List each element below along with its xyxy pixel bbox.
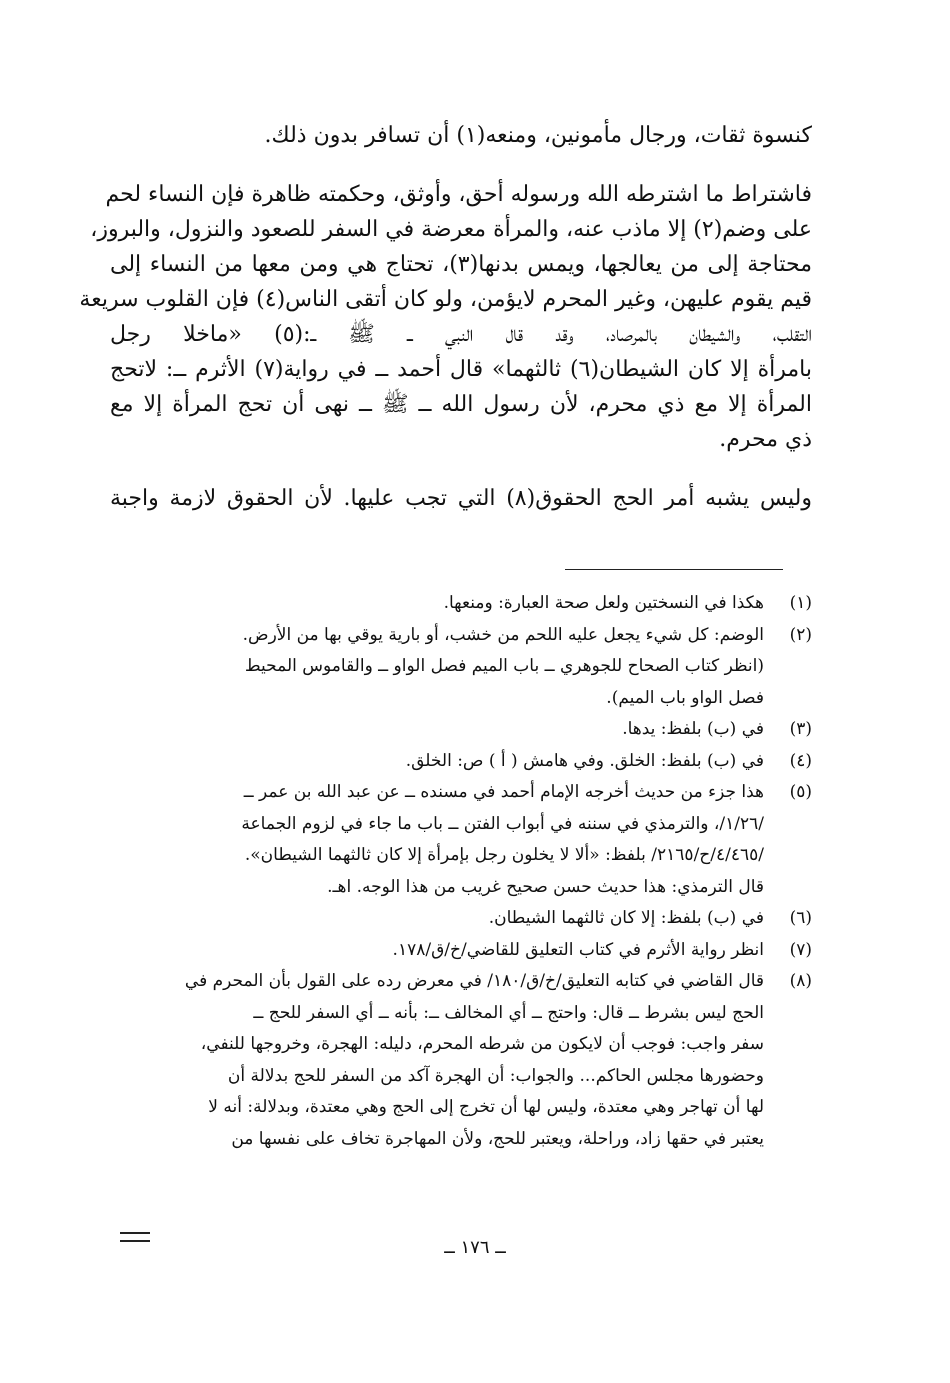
footnote-line: هذا جزء من حديث أخرجه الإمام أحمد في مسنده ــ عن عبد الله بن عمر ــ bbox=[243, 782, 764, 802]
footnote-number: (٧) bbox=[789, 939, 812, 960]
body-line: على وضم(٢) إلا ماذب عنه، والمرأة معرضة في السفر للصعود والنزول، والبروز، bbox=[90, 217, 812, 242]
footnote-number: (٢) bbox=[789, 624, 812, 645]
footnote-number: (٥) bbox=[789, 782, 812, 802]
body-line: المرأة إلا مع ذي محرم، لأن رسول الله ــ ﷺ ــ نهى أن تحج المرأة إلا مع bbox=[110, 392, 812, 417]
footnote-line: لها أن تهاجر وهي معتدة، وليس لها أن تخرج إلى الحج وهي معتدة، وبدلالة: أنه لا bbox=[208, 1097, 764, 1117]
footnote-line: يعتبر في حقها زاد، وراحلة، ويعتبر للحج، ولأن المهاجرة تخاف على نفسها من bbox=[231, 1128, 764, 1149]
footnote-2 bbox=[110, 620, 812, 715]
footnote-7 bbox=[110, 935, 812, 967]
footnote-8 bbox=[110, 966, 812, 1155]
footnote-number: (١) bbox=[789, 593, 812, 613]
footnote-5 bbox=[110, 777, 812, 903]
footnote-number: (٤) bbox=[789, 750, 812, 771]
body-line: بامرأة إلا كان الشيطان(٦) ثالثهما» قال أحمد ــ في رواية(٧) الأثرم ــ: لاتحج bbox=[110, 357, 812, 382]
footnote-3 bbox=[110, 714, 812, 746]
footnote-line: انظر رواية الأثرم في كتاب التعليق للقاضي/خ/ق/١٧٨. bbox=[392, 939, 764, 960]
body-line: ذي محرم. bbox=[719, 427, 812, 452]
footnote-line: سفر واجب: فوجب أن لايكون من شرطه المحرم، دليله: الهجرة، وخروجها للنفي، bbox=[200, 1034, 764, 1054]
footnote-number: (٨) bbox=[789, 971, 812, 991]
footnote-1 bbox=[110, 588, 812, 620]
footnote-line: فصل الواو باب الميم). bbox=[606, 687, 764, 708]
footnote-line: /٤/٤٦٥/ح/٢١٦٥/ بلفظ: «ألا لا يخلون رجل بإمرأة إلا كان ثالثهما الشيطان». bbox=[244, 845, 764, 865]
footnote-line: (انظر كتاب الصحاح للجوهري ــ باب الميم فصل الواو ــ والقاموس المحيط bbox=[244, 656, 764, 676]
body-line: كنسوة ثقات، ورجال مأمونين، ومنعه(١) أن تسافر بدون ذلك. bbox=[264, 123, 812, 148]
body-line: وليس يشبه أمر الحج الحقوق(٨) التي تجب عليها. لأن الحقوق لازمة واجبة bbox=[110, 486, 812, 511]
footnote-line: وحضورها مجلس الحاكم... والجواب: أن الهجرة آكد من السفر للحج بدلالة أن bbox=[227, 1065, 764, 1086]
main-text bbox=[79, 118, 812, 516]
footnote-line: الحج ليس بشرط ــ قال: واحتج ــ أي المخالف ــ: بأنه ــ أي السفر للحج ــ bbox=[253, 1002, 764, 1023]
body-line: التقلب، والشيطان بالمرصاد، وقد قال النبي ــ ﷺ ــ:(٥) «ماخلا رجل bbox=[110, 322, 812, 347]
footnotes bbox=[110, 588, 812, 1155]
footnote-6 bbox=[110, 903, 812, 935]
body-line: فاشتراط ما اشترطه الله ورسوله أحق، وأوثق، وحكمته ظاهرة فإن النساء لحم bbox=[105, 182, 812, 207]
footnote-line: قال الترمذي: هذا حديث حسن صحيح غريب من هذا الوجه. اهـ. bbox=[327, 876, 764, 897]
page-number: ــ ١٧٦ ــ bbox=[444, 1237, 506, 1258]
footnote-line: /١/٢٦/، والترمذي في سننه في أبواب الفتن ــ باب ما جاء في لزوم الجماعة bbox=[241, 813, 764, 834]
footnote-line: الوضم: كل شيء يجعل عليه اللحم من خشب، أو بارية يوقي بها من الأرض. bbox=[242, 624, 764, 645]
footnote-line: قال القاضي في كتابه التعليق/خ/ق/١٨٠/ في معرض رده على القول بأن المحرم في bbox=[184, 971, 764, 991]
footnote-number: (٦) bbox=[789, 908, 812, 928]
footnote-line: هكذا في النسختين ولعل صحة العبارة: ومنعها. bbox=[443, 593, 764, 613]
body-line: قيم يقوم عليهن، وغير المحرم لايؤمن، ولو كان أتقى الناس(٤) فإن القلوب سريعة bbox=[79, 287, 812, 312]
footnote-line: في (ب) بلفظ: يدها. bbox=[622, 719, 764, 739]
footnote-line: في (ب) بلفظ: إلا كان ثالثهما الشيطان. bbox=[488, 908, 764, 928]
footnote-line: في (ب) بلفظ: الخلق. وفي هامش ( أ ) ص: الخلق. bbox=[405, 750, 764, 771]
body-line: محتاجة إلى من يعالجها، ويمس بدنها(٣)، تحتاج هي ومن معها من النساء إلى bbox=[110, 252, 812, 277]
footnote-4 bbox=[110, 746, 812, 778]
footnote-number: (٣) bbox=[789, 719, 812, 739]
paragraph-gap bbox=[110, 153, 812, 177]
paragraph-gap bbox=[110, 457, 812, 481]
footnote-separator bbox=[565, 569, 783, 570]
